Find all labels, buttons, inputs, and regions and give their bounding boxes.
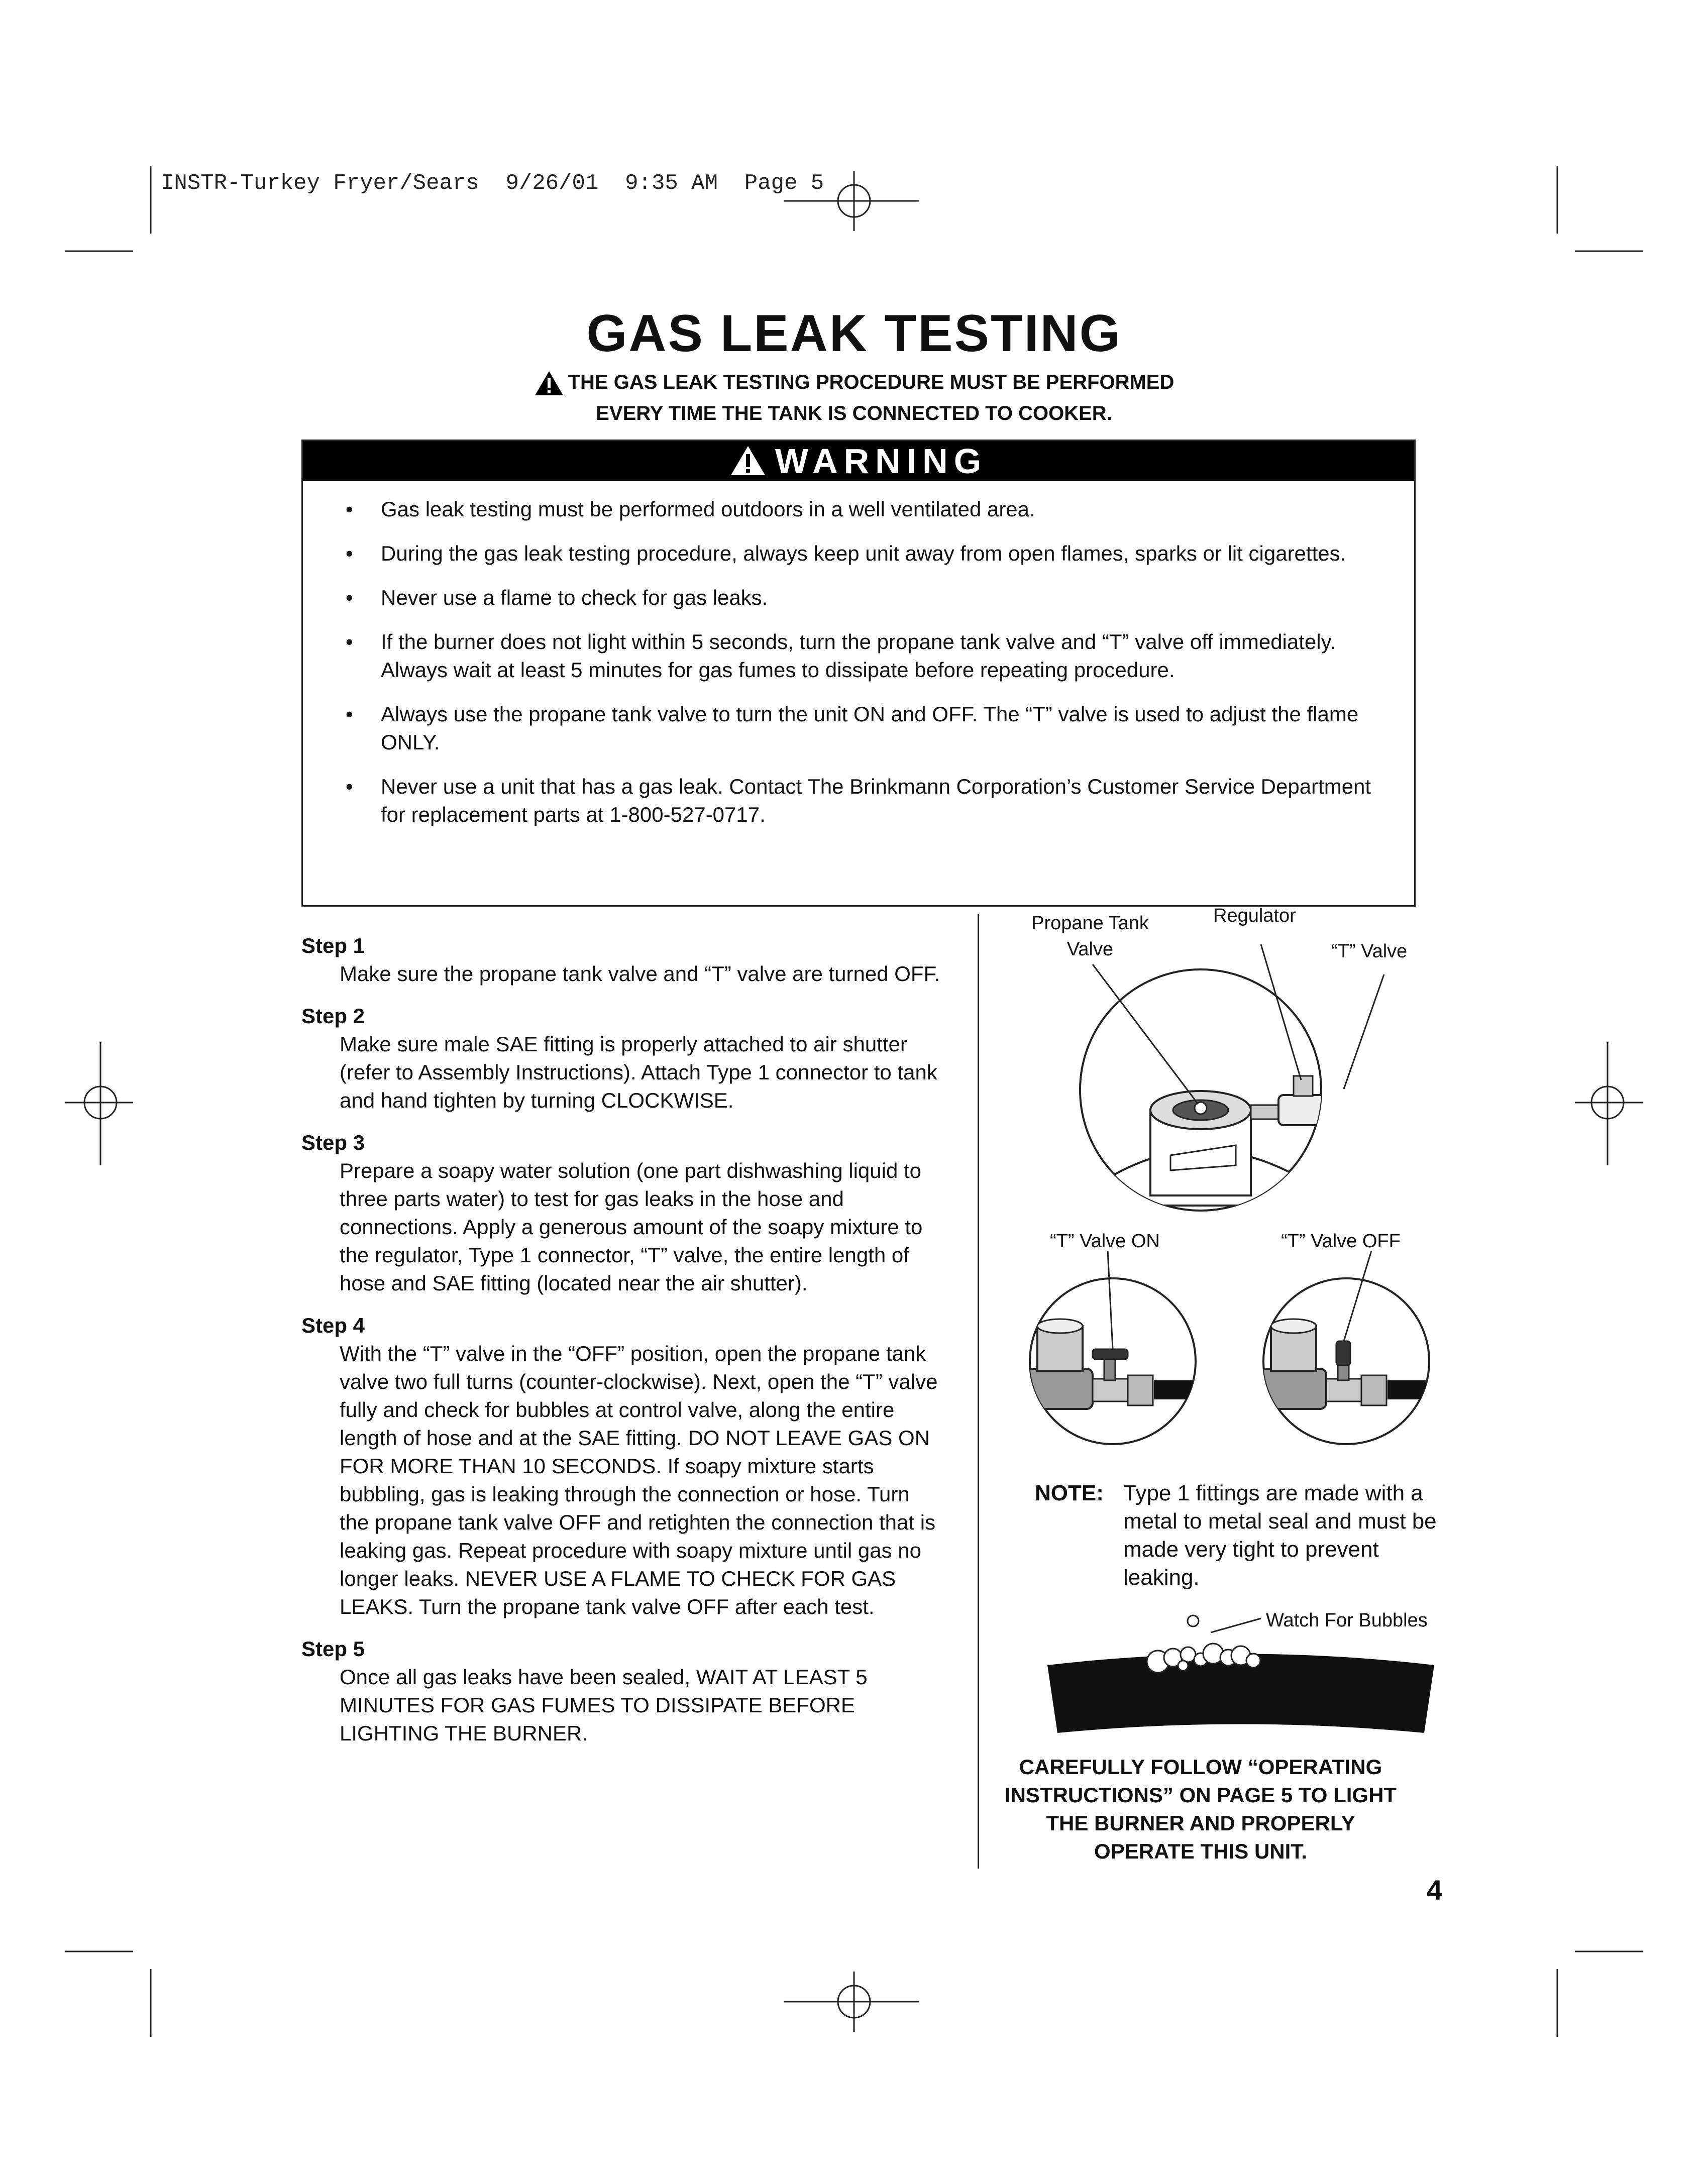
label-regulator: Regulator [1213,905,1296,926]
subtitle-line-2: EVERY TIME THE TANK IS CONNECTED TO COOKER. [596,402,1112,424]
t-valve-off-diagram [1246,1251,1447,1452]
warning-list [341,495,1396,845]
step-heading: Step 2 [301,1004,365,1028]
warning-label: WARNING [775,442,988,481]
label-line: Valve [1066,939,1114,960]
step-heading: Step 3 [301,1131,365,1154]
step-body: Prepare a soapy water solution (one part dishwashing liquid to three parts water) to test for gas leaks in the hose and connections. Apply a generous amount of the soapy mixture to the regulator, Type 1 connector, “T” valve, the entire length of hose and SAE fitting (located near the air shutter). [340,1159,923,1295]
step-heading: Step 4 [301,1314,365,1337]
note [1035,1479,1437,1592]
step-body: Make sure the propane tank valve and “T” valve are turned OFF. [340,962,940,986]
note-text: Type 1 fittings are made with a metal to metal seal and must be made very tight to prevent leaking. [1123,1481,1437,1590]
step-body: Once all gas leaks have been sealed, WAIT AT LEAST 5 MINUTES FOR GAS FUMES TO DISSIPATE BEFORE LIGHTING THE BURNER. [340,1665,868,1745]
step-body: Make sure male SAE fitting is properly attached to air shutter (refer to Assembly Instructions). Attach Type 1 connector to tank and hand tighten by turning CLOCKWISE. [340,1032,937,1112]
print-slug: INSTR-Turkey Fryer/Sears 9/26/01 9:35 AM Page 5 [161,171,824,196]
warning-item: • Always use the propane tank valve to turn the unit ON and OFF. The “T” valve is used to adjust the flame ONLY. [341,700,1396,756]
warning-box [301,440,1416,907]
label-t-valve-on: “T” Valve ON [1050,1231,1160,1252]
warning-triangle-icon [534,370,564,396]
follow-instructions: CAREFULLY FOLLOW “OPERATING INSTRUCTIONS” ON PAGE 5 TO LIGHT THE BURNER AND PROPERLY OPERATE THIS UNIT. [1004,1755,1397,1863]
label-t-valve-off: “T” Valve OFF [1281,1231,1401,1252]
label-line: Propane Tank [1031,913,1149,934]
page-number: 4 [1427,1874,1443,1906]
steps-column [301,932,944,1748]
warning-item: • Never use a flame to check for gas leaks. [341,584,1396,612]
warning-item: • Gas leak testing must be performed outdoors in a well ventilated area. [341,495,1396,523]
tank-valve-diagram [1000,944,1432,1226]
step-heading: Step 1 [301,934,365,957]
warning-item: • Never use a unit that has a gas leak. Contact The Brinkmann Corporation’s Customer Service Department for replacement parts at 1-800-527-0717. [341,773,1396,829]
warning-triangle-icon [730,445,766,476]
t-valve-on-diagram [1012,1251,1213,1452]
note-label: NOTE: [1035,1481,1104,1505]
warning-item: • During the gas leak testing procedure, always keep unit away from open flames, sparks or lit cigarettes. [341,539,1396,568]
column-divider [978,914,979,1869]
label-t-valve: “T” Valve [1331,941,1408,962]
subtitle-line-1: THE GAS LEAK TESTING PROCEDURE MUST BE PERFORMED [568,371,1175,393]
step-heading: Step 5 [301,1637,365,1661]
label-watch-bubbles: Watch For Bubbles [1266,1610,1428,1631]
warning-header [303,441,1414,481]
step-body: With the “T” valve in the “OFF” position, open the propane tank valve two full turns (counter-clockwise). Next, open the “T” valve fully and check for bubbles at control valve, along the entire length of hose and at the SAE fitting. DO NOT LEAVE GAS ON FOR MORE THAN 10 SECONDS. If soapy mixture starts bubbling, gas is leaking through the connection or hose. Turn the propane tank valve OFF and retighten the connection that is leaking gas. Repeat procedure with soapy mixture until gas no longer leaks. NEVER USE A FLAME TO CHECK FOR GAS LEAKS. Turn the propane tank valve OFF after each test. [340,1342,938,1618]
page-title: GAS LEAK TESTING [586,304,1122,363]
bubbles-diagram [1040,1607,1442,1743]
subtitle [0,367,1708,429]
warning-item: • If the burner does not light within 5 seconds, turn the propane tank valve and “T” valve off immediately. Always wait at least 5 minutes for gas fumes to dissipate before repeating procedure. [341,628,1396,684]
